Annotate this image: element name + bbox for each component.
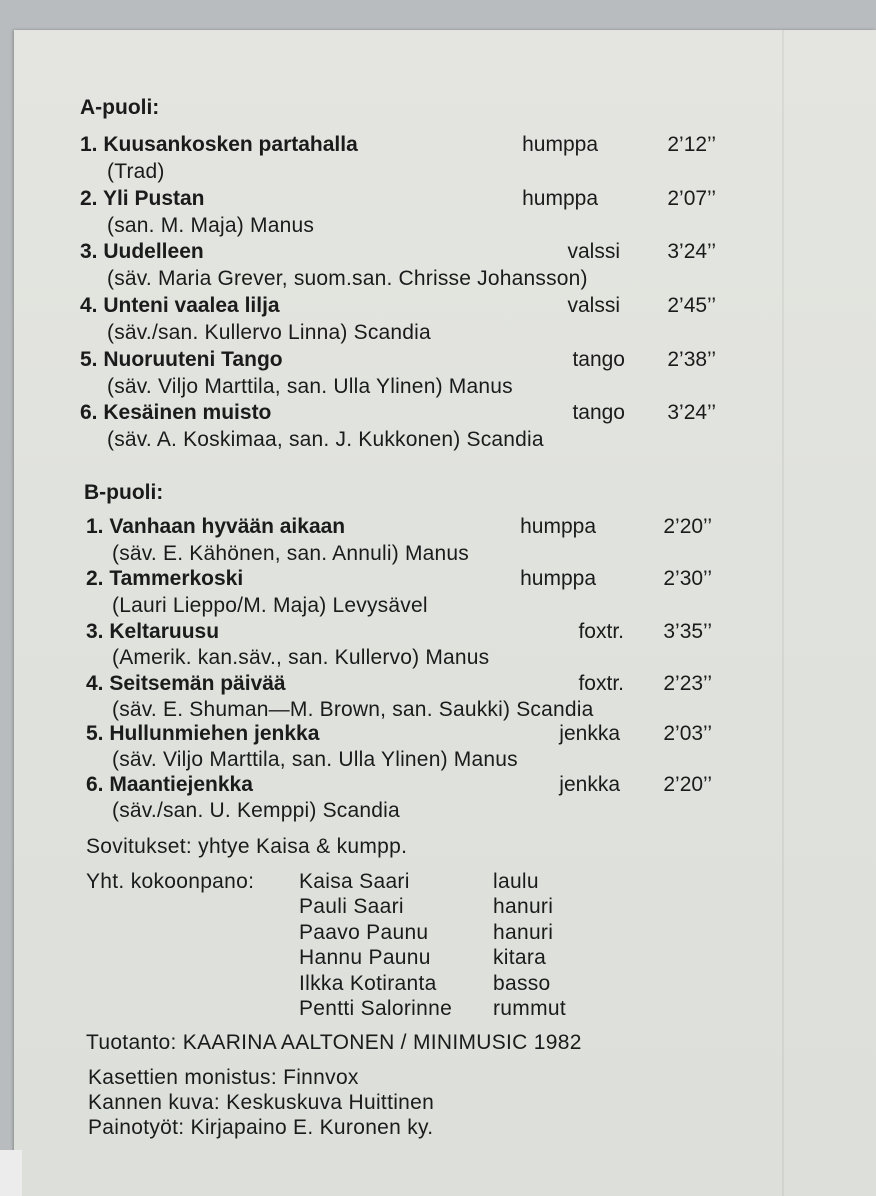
track-duration: 2’20’’ bbox=[663, 515, 712, 538]
track-style: valssi bbox=[567, 294, 620, 317]
track-title: 5. Nuoruuteni Tango bbox=[80, 348, 283, 371]
track-style: jenkka bbox=[559, 722, 620, 745]
track-duration: 2’03’’ bbox=[663, 722, 712, 745]
manufacturing-credit: Kasettien monistus: Finnvox bbox=[88, 1066, 359, 1089]
member-name: Pauli Saari bbox=[299, 895, 404, 918]
track-credit: (säv./san. U. Kemppi) Scandia bbox=[112, 799, 400, 822]
lineup-label: Yht. kokoonpano: bbox=[86, 870, 255, 893]
track-duration: 2’38’’ bbox=[667, 348, 716, 371]
track-style: tango bbox=[572, 401, 625, 424]
track-credit: (säv. E. Shuman—M. Brown, san. Saukki) Scandia bbox=[112, 698, 594, 721]
track-style: humppa bbox=[520, 515, 596, 538]
member-name: Kaisa Saari bbox=[299, 870, 410, 893]
track-style: foxtr. bbox=[578, 620, 624, 643]
track-title: 1. Vanhaan hyvään aikaan bbox=[86, 515, 346, 538]
track-duration: 2’45’’ bbox=[667, 294, 716, 317]
track-credit: (säv. A. Koskimaa, san. J. Kukkonen) Scandia bbox=[107, 428, 544, 451]
track-title: 4. Seitsemän päivää bbox=[86, 672, 286, 695]
track-duration: 2’12’’ bbox=[667, 133, 716, 156]
track-title: 2. Tammerkoski bbox=[86, 567, 244, 590]
track-credit: (säv. Viljo Marttila, san. Ulla Ylinen) Manus bbox=[112, 748, 518, 771]
track-style: humppa bbox=[522, 187, 598, 210]
track-title: 3. Keltaruusu bbox=[86, 620, 220, 643]
track-credit: (Lauri Lieppo/M. Maja) Levysävel bbox=[112, 594, 428, 617]
card-fold-line bbox=[782, 30, 784, 1196]
track-credit: (Amerik. kan.säv., san. Kullervo) Manus bbox=[112, 646, 490, 669]
member-name: Paavo Paunu bbox=[299, 921, 429, 944]
track-style: humppa bbox=[522, 133, 598, 156]
track-title: 4. Unteni vaalea lilja bbox=[80, 294, 280, 317]
track-credit: (säv. E. Kähönen, san. Annuli) Manus bbox=[112, 542, 470, 565]
track-title: 6. Kesäinen muisto bbox=[80, 401, 272, 424]
member-role: hanuri bbox=[493, 921, 554, 944]
track-duration: 2’20’’ bbox=[663, 773, 712, 796]
member-role: basso bbox=[493, 972, 551, 995]
track-title: 6. Maantiejenkka bbox=[86, 773, 253, 796]
track-style: humppa bbox=[520, 567, 596, 590]
member-role: laulu bbox=[493, 870, 539, 893]
member-name: Ilkka Kotiranta bbox=[299, 972, 437, 995]
printing-credit: Painotyöt: Kirjapaino E. Kuronen ky. bbox=[88, 1116, 434, 1139]
track-style: valssi bbox=[567, 240, 620, 263]
track-credit: (säv. Maria Grever, suom.san. Chrisse Johansson) bbox=[107, 267, 588, 290]
arrangements-credit: Sovitukset: yhtye Kaisa & kumpp. bbox=[86, 835, 408, 858]
track-duration: 2’07’’ bbox=[667, 187, 716, 210]
track-duration: 3’24’’ bbox=[667, 401, 716, 424]
track-style: tango bbox=[572, 348, 625, 371]
track-duration: 3’24’’ bbox=[667, 240, 716, 263]
member-role: hanuri bbox=[493, 895, 554, 918]
track-duration: 3’35’’ bbox=[663, 620, 712, 643]
member-role: rummut bbox=[493, 997, 566, 1020]
track-title: 2. Yli Pustan bbox=[80, 187, 205, 210]
track-credit: (Trad) bbox=[107, 160, 165, 183]
track-credit: (säv./san. Kullervo Linna) Scandia bbox=[107, 321, 431, 344]
cover-photo-credit: Kannen kuva: Keskuskuva Huittinen bbox=[88, 1091, 435, 1114]
member-name: Hannu Paunu bbox=[299, 946, 431, 969]
track-style: foxtr. bbox=[578, 672, 624, 695]
track-title: 3. Uudelleen bbox=[80, 240, 204, 263]
track-credit: (säv. Viljo Marttila, san. Ulla Ylinen) Manus bbox=[107, 375, 513, 398]
track-title: 1. Kuusankosken partahalla bbox=[80, 133, 358, 156]
production-credit: Tuotanto: KAARINA AALTONEN / MINIMUSIC 1982 bbox=[86, 1031, 582, 1054]
track-duration: 2’30’’ bbox=[663, 567, 712, 590]
side-a-heading: A-puoli: bbox=[80, 96, 160, 119]
side-b-heading: B-puoli: bbox=[84, 481, 164, 504]
track-title: 5. Hullunmiehen jenkka bbox=[86, 722, 320, 745]
track-duration: 2’23’’ bbox=[663, 672, 712, 695]
background-page-corner bbox=[0, 1150, 22, 1196]
track-style: jenkka bbox=[559, 773, 620, 796]
member-role: kitara bbox=[493, 946, 547, 969]
member-name: Pentti Salorinne bbox=[299, 997, 453, 1020]
track-credit: (san. M. Maja) Manus bbox=[107, 214, 315, 237]
